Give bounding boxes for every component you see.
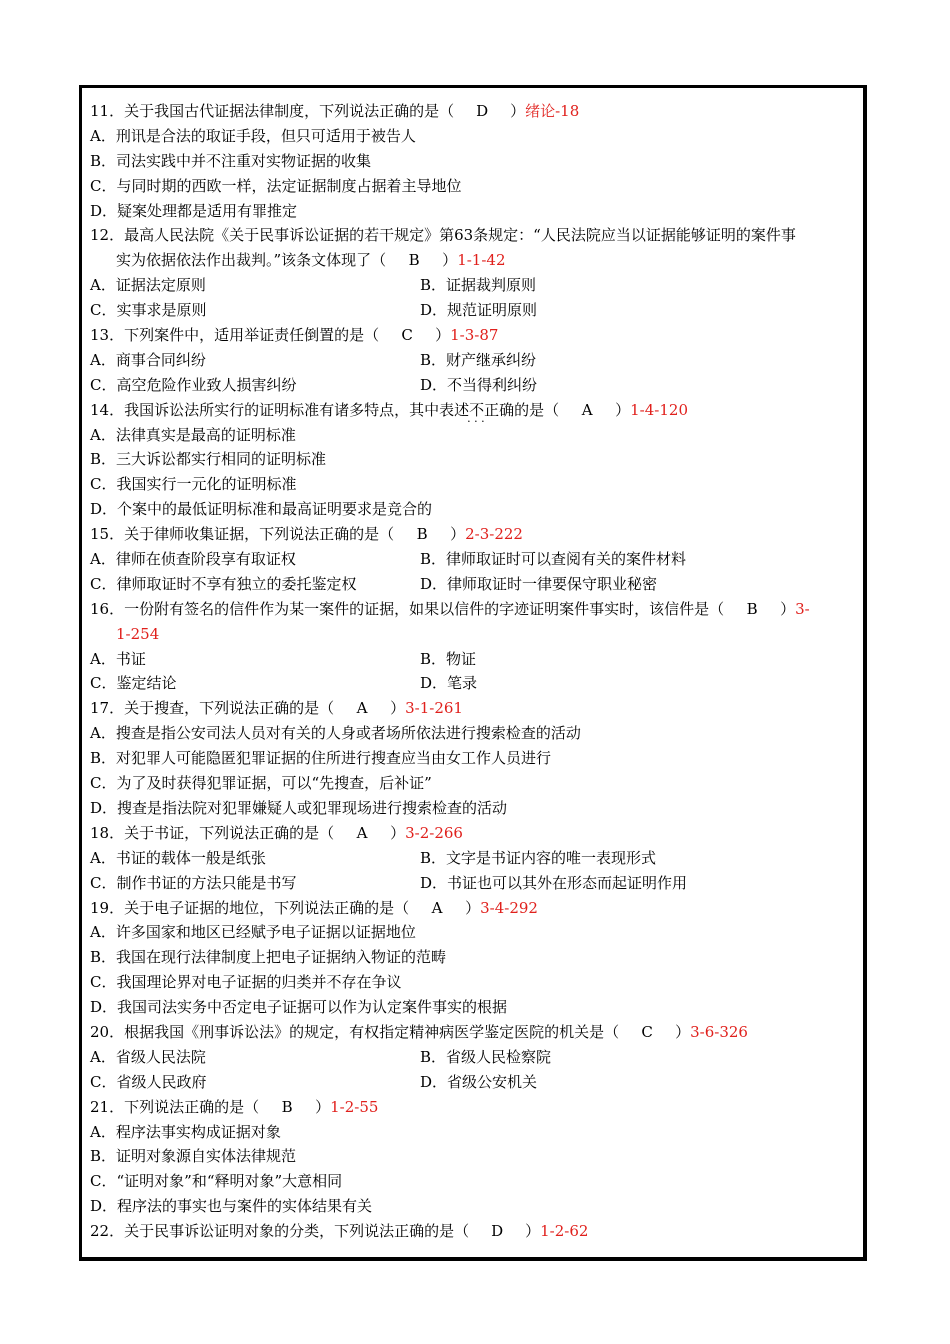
question-12-cont bbox=[90, 248, 862, 273]
paren-close: ） bbox=[675, 1022, 691, 1041]
option: D．省级公安机关 bbox=[420, 1072, 538, 1091]
option: C．为了及时获得犯罪证据，可以“先搜查，后补证” bbox=[90, 774, 432, 793]
option: C．“证明对象”和“释明对象”大意相同 bbox=[90, 1172, 343, 1191]
question-13 bbox=[90, 323, 862, 348]
answer: A bbox=[356, 699, 368, 718]
option: D．不当得利纠纷 bbox=[420, 375, 538, 394]
option-row bbox=[90, 572, 862, 597]
option: B．证据裁判原则 bbox=[420, 276, 537, 295]
question-16-cont bbox=[90, 622, 862, 647]
option: B．司法实践中并不注重对实物证据的收集 bbox=[90, 151, 372, 170]
option: A．法律真实是最高的证明标准 bbox=[90, 425, 296, 444]
answer: A bbox=[431, 898, 443, 917]
question-list bbox=[90, 99, 862, 1244]
question-stem: 21．下列说法正确的是（ bbox=[90, 1097, 260, 1116]
option: B．财产继承纠纷 bbox=[420, 350, 537, 369]
option-row bbox=[90, 298, 862, 323]
option-row bbox=[90, 846, 862, 871]
option: D．疑案处理都是适用有罪推定 bbox=[90, 201, 298, 220]
reference: 2-3-222 bbox=[465, 525, 523, 544]
option: D．笔录 bbox=[420, 674, 478, 693]
option: A．书证 bbox=[90, 649, 146, 668]
question-18 bbox=[90, 821, 862, 846]
option: B．物证 bbox=[420, 649, 477, 668]
paren-close: ） bbox=[442, 251, 458, 270]
option: A．刑讯是合法的取证手段，但只可适用于被告人 bbox=[90, 126, 416, 145]
option: A．程序法事实构成证据对象 bbox=[90, 1122, 281, 1141]
option: C．实事求是原则 bbox=[90, 301, 207, 320]
option: B．证明对象源自实体法律规范 bbox=[90, 1147, 297, 1166]
option: A．书证的载体一般是纸张 bbox=[90, 848, 266, 867]
paren-close: ） bbox=[390, 699, 406, 718]
answer: B bbox=[416, 525, 428, 544]
answer: D bbox=[476, 102, 489, 120]
question-stem: 15．关于律师收集证据，下列说法正确的是（ bbox=[90, 525, 395, 544]
question-stem: 11．关于我国古代证据法律制度，下列说法正确的是（ bbox=[90, 102, 455, 120]
paren-close: ） bbox=[315, 1097, 331, 1116]
answer: A bbox=[581, 400, 593, 419]
answer: B bbox=[281, 1097, 293, 1116]
option-row bbox=[90, 1070, 862, 1095]
option: D．搜查是指法院对犯罪嫌疑人或犯罪现场进行搜索检查的活动 bbox=[90, 798, 508, 817]
reference: 绪论-18 bbox=[525, 102, 580, 120]
question-19 bbox=[90, 896, 862, 921]
question-stem: 18．关于书证，下列说法正确的是（ bbox=[90, 823, 335, 842]
question-stem: 的是（ bbox=[514, 400, 560, 419]
option: D．律师取证时一律要保守职业秘密 bbox=[420, 574, 658, 593]
question-14 bbox=[90, 398, 862, 423]
question-22 bbox=[90, 1219, 862, 1244]
question-stem: 14．我国诉讼法所实行的证明标准有诸多特点，其中表述 bbox=[90, 400, 470, 419]
reference: 1-254 bbox=[116, 624, 160, 643]
answer: B bbox=[408, 251, 420, 270]
option: B．律师取证时可以查阅有关的案件材料 bbox=[420, 550, 687, 569]
reference: 1-4-120 bbox=[630, 400, 688, 419]
option: A．律师在侦查阶段享有取证权 bbox=[90, 550, 296, 569]
option: C．高空危险作业致人损害纠纷 bbox=[90, 375, 297, 394]
option: B．三大诉讼都实行相同的证明标准 bbox=[90, 450, 327, 469]
option-row bbox=[90, 871, 862, 896]
option: B．对犯罪人可能隐匿犯罪证据的住所进行搜查应当由女工作人员进行 bbox=[90, 749, 552, 768]
option: C．我国实行一元化的证明标准 bbox=[90, 475, 297, 494]
reference: 3- bbox=[795, 599, 810, 618]
question-21 bbox=[90, 1095, 862, 1120]
paren-close: ） bbox=[525, 1222, 541, 1241]
question-15 bbox=[90, 522, 862, 547]
question-12 bbox=[90, 223, 862, 248]
question-stem: 实为依据依法作出裁判。”该条文体现了（ bbox=[116, 251, 387, 270]
option: A．许多国家和地区已经赋予电子证据以证据地位 bbox=[90, 923, 416, 942]
option-row bbox=[90, 348, 862, 373]
option-row bbox=[90, 647, 862, 672]
option: A．证据法定原则 bbox=[90, 276, 206, 295]
option: A．商事合同纠纷 bbox=[90, 350, 206, 369]
option-row bbox=[90, 1045, 862, 1070]
paren-close: ） bbox=[435, 326, 451, 345]
reference: 3-1-261 bbox=[405, 699, 463, 718]
paren-close: ） bbox=[615, 400, 631, 419]
question-20 bbox=[90, 1020, 862, 1045]
option: A．省级人民法院 bbox=[90, 1047, 206, 1066]
option: C．律师取证时不享有独立的委托鉴定权 bbox=[90, 574, 357, 593]
answer: A bbox=[356, 823, 368, 842]
emphasis-text: 不正确 · · · bbox=[469, 401, 514, 419]
reference: 3-4-292 bbox=[480, 898, 538, 917]
answer: D bbox=[491, 1222, 504, 1241]
option: D．程序法的事实也与案件的实体结果有关 bbox=[90, 1197, 373, 1216]
reference: 1-2-55 bbox=[330, 1097, 379, 1116]
question-stem: 22．关于民事诉讼证明对象的分类，下列说法正确的是（ bbox=[90, 1222, 470, 1241]
option: B．我国在现行法律制度上把电子证据纳入物证的范畴 bbox=[90, 948, 447, 967]
option: D．我国司法实务中否定电子证据可以作为认定案件事实的根据 bbox=[90, 998, 508, 1017]
answer: C bbox=[641, 1022, 653, 1041]
answer: B bbox=[746, 599, 758, 618]
question-stem: 16．一份附有签名的信件作为某一案件的证据，如果以信件的字迹证明案件事实时，该信件是（ bbox=[90, 599, 725, 618]
option: D．书证也可以其外在形态而起证明作用 bbox=[420, 873, 688, 892]
option: D．规范证明原则 bbox=[420, 301, 538, 320]
question-11 bbox=[90, 99, 862, 124]
question-stem: 19．关于电子证据的地位，下列说法正确的是（ bbox=[90, 898, 410, 917]
reference: 1-3-87 bbox=[450, 326, 499, 345]
option: C．我国理论界对电子证据的归类并不存在争议 bbox=[90, 973, 402, 992]
paren-close: ） bbox=[390, 823, 406, 842]
paren-close: ） bbox=[450, 525, 466, 544]
option: B．文字是书证内容的唯一表现形式 bbox=[420, 848, 657, 867]
option: C．省级人民政府 bbox=[90, 1072, 207, 1091]
reference: 3-6-326 bbox=[690, 1022, 748, 1041]
reference: 3-2-266 bbox=[405, 823, 463, 842]
question-stem: 13．下列案件中，适用举证责任倒置的是（ bbox=[90, 326, 380, 345]
answer: C bbox=[401, 326, 413, 345]
option: D．个案中的最低证明标准和最高证明要求是竞合的 bbox=[90, 500, 433, 519]
option: C．制作书证的方法只能是书写 bbox=[90, 873, 297, 892]
option-row bbox=[90, 273, 862, 298]
option: C．与同时期的西欧一样，法定证据制度占据着主导地位 bbox=[90, 176, 462, 195]
reference: 1-2-62 bbox=[540, 1222, 589, 1241]
question-17 bbox=[90, 696, 862, 721]
question-stem: 12．最高人民法院《关于民事诉讼证据的若干规定》第63条规定：“人民法院应当以证据能够证明的案件事 bbox=[90, 226, 796, 245]
question-stem: 17．关于搜查，下列说法正确的是（ bbox=[90, 699, 335, 718]
paren-close: ） bbox=[465, 898, 481, 917]
option-row bbox=[90, 547, 862, 572]
paren-close: ） bbox=[510, 102, 526, 120]
reference: 1-1-42 bbox=[457, 251, 506, 270]
option-row bbox=[90, 373, 862, 398]
option: C．鉴定结论 bbox=[90, 674, 177, 693]
option: B．省级人民检察院 bbox=[420, 1047, 552, 1066]
option: A．搜查是指公安司法人员对有关的人身或者场所依法进行搜索检查的活动 bbox=[90, 724, 581, 743]
option-row bbox=[90, 671, 862, 696]
paren-close: ） bbox=[780, 599, 796, 618]
question-16 bbox=[90, 597, 862, 622]
question-stem: 20．根据我国《刑事诉讼法》的规定，有权指定精神病医学鉴定医院的机关是（ bbox=[90, 1022, 620, 1041]
